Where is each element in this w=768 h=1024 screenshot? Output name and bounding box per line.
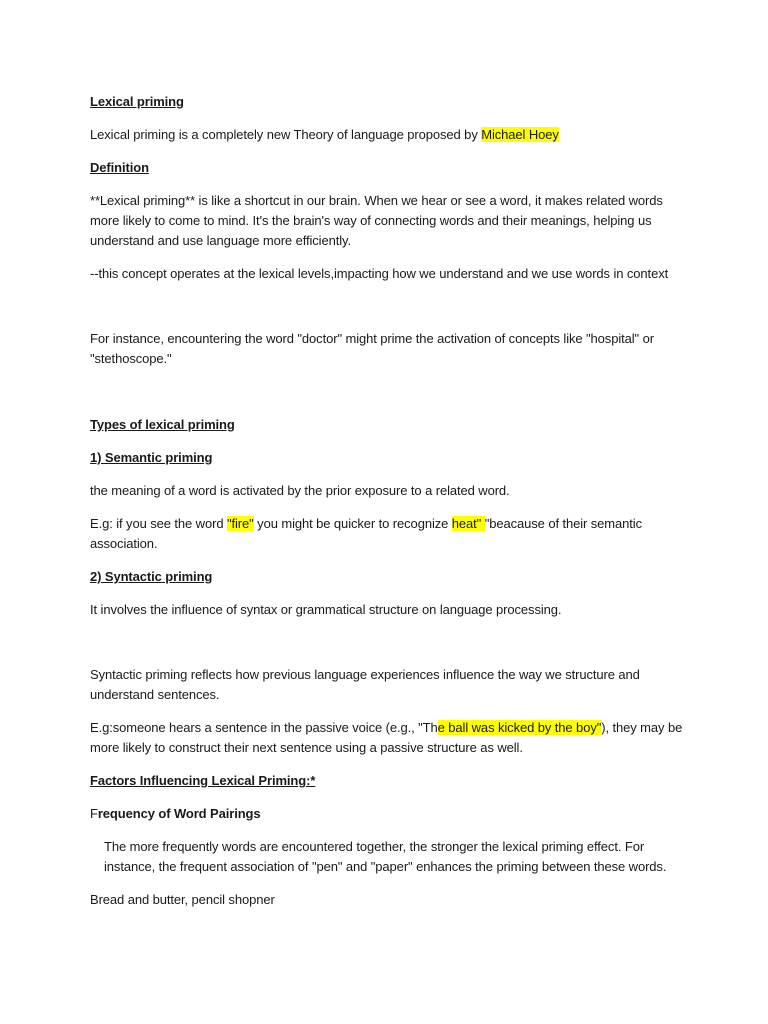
syntactic-example-part1: E.g:someone hears a sentence in the passive voice (e.g., "Th bbox=[90, 720, 438, 735]
factors-heading: Factors Influencing Lexical Priming:* bbox=[90, 773, 316, 788]
intro-text: Lexical priming is a completely new Theory of language proposed by bbox=[90, 127, 482, 142]
instance-text: For instance, encountering the word "doctor" might prime the activation of concepts like "hospital" or "stethoscope." bbox=[90, 331, 654, 366]
syntactic-example-part2: ), they may be more likely to construct their next sentence using a passive structure as well. bbox=[90, 720, 683, 755]
syntactic-example bbox=[90, 718, 690, 758]
semantic-heading: 1) Semantic priming bbox=[90, 450, 213, 465]
intro-highlight: Michael Hoey bbox=[481, 127, 559, 142]
frequency-examples: Bread and butter, pencil shopner bbox=[90, 892, 275, 907]
concept-text: --this concept operates at the lexical levels,impacting how we understand and we use words in context bbox=[90, 266, 669, 281]
semantic-example-part2: you might be quicker to recognize bbox=[253, 516, 452, 531]
syntactic-reflects-text: Syntactic priming reflects how previous language experiences influence the way we structure and understand sentences. bbox=[90, 667, 640, 702]
frequency-heading bbox=[90, 804, 690, 824]
frequency-text: The more frequently words are encountered together, the stronger the lexical priming effect. For instance, the frequent association of "pen" and "paper" enhances the priming between these words. bbox=[104, 839, 667, 874]
types-heading: Types of lexical priming bbox=[90, 417, 235, 432]
semantic-example bbox=[90, 514, 690, 554]
syntactic-text: It involves the influence of syntax or grammatical structure on language processing. bbox=[90, 602, 562, 617]
frequency-heading-bold: requency of Word Pairings bbox=[97, 806, 261, 821]
syntactic-example-highlight: e ball was kicked by the boy" bbox=[437, 720, 602, 735]
semantic-example-highlight-heat: heat" bbox=[451, 516, 485, 531]
semantic-example-highlight-fire: "fire" bbox=[226, 516, 254, 531]
definition-text: **Lexical priming** is like a shortcut in our brain. When we hear or see a word, it makes related words more likely to come to mind. It's the brain's way of connecting words and their meanings, helping us understand and use language more efficiently. bbox=[90, 193, 663, 248]
document-page bbox=[90, 92, 690, 910]
semantic-text: the meaning of a word is activated by the prior exposure to a related word. bbox=[90, 483, 510, 498]
definition-heading: Definition bbox=[90, 160, 149, 175]
syntactic-heading: 2) Syntactic priming bbox=[90, 569, 213, 584]
intro-paragraph bbox=[90, 125, 690, 145]
semantic-example-part3: "beacause of their semantic association. bbox=[90, 516, 642, 551]
semantic-example-part1: E.g: if you see the word bbox=[90, 516, 227, 531]
frequency-heading-plain: F bbox=[90, 806, 98, 821]
doc-title: Lexical priming bbox=[90, 94, 184, 109]
